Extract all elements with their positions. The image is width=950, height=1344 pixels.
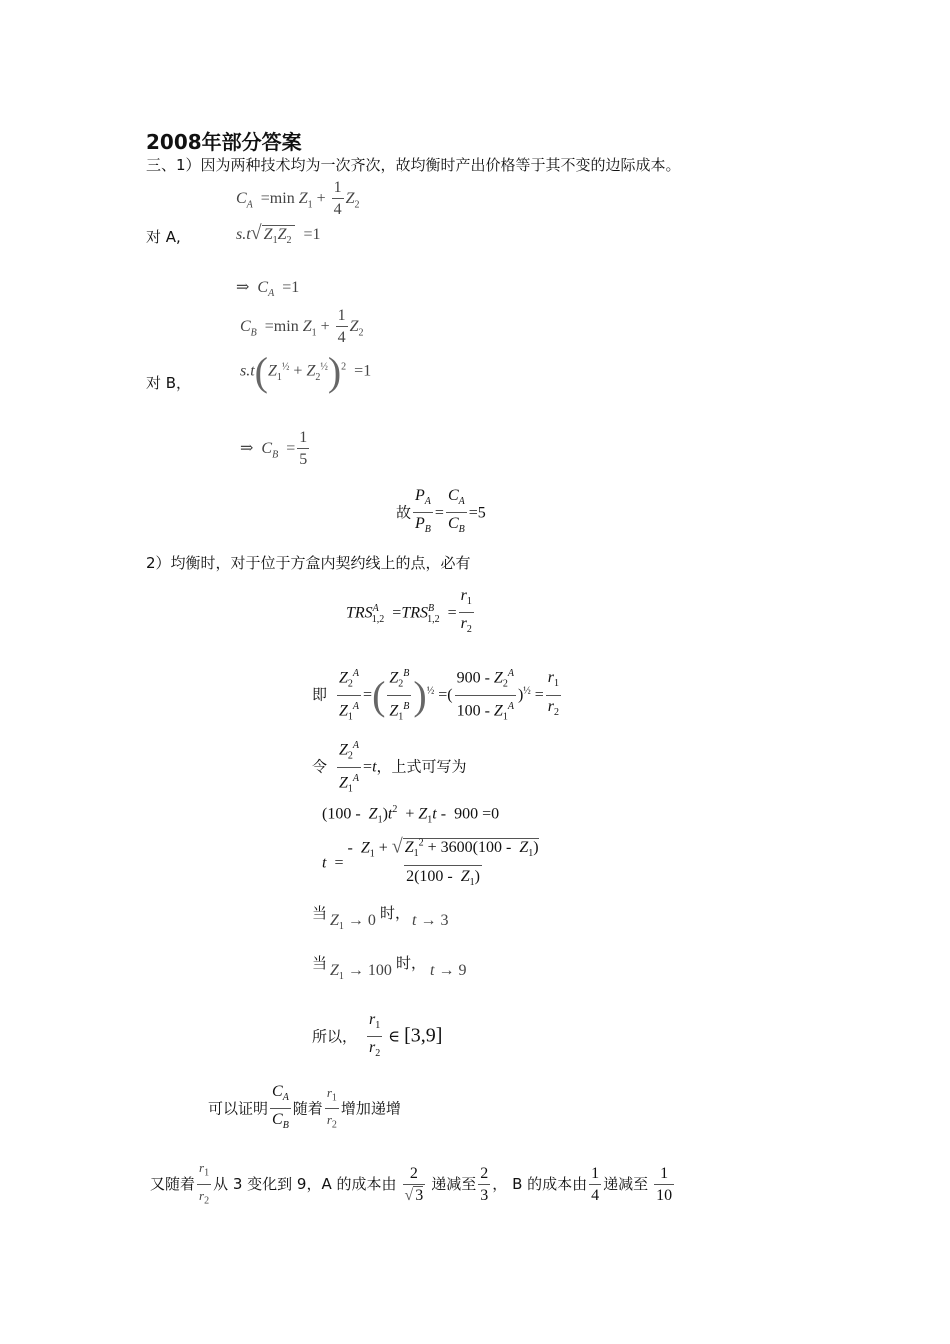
eq-price-ratio: 故 $\frac{P_A}{P_B}$ = $\frac{C_A}{C_B}$ =5 bbox=[396, 486, 486, 541]
label-ling: 令 bbox=[312, 757, 328, 776]
eq-ca-constraint: s.t√ $Z_1Z_2 =1$ bbox=[236, 222, 321, 247]
final-b: 从 3 变化到 9，A 的成本由 bbox=[213, 1174, 397, 1193]
final-d: ， B 的成本由 bbox=[492, 1174, 588, 1193]
proof-c: 增加递增 bbox=[340, 1099, 401, 1118]
eq-z1-to-0: $Z_1 \to 0$ bbox=[330, 912, 376, 933]
conclusion-prefix: 故 bbox=[396, 503, 412, 522]
eq-t-to-3: t → 3 bbox=[412, 912, 449, 929]
eq-t-solution: t = $\frac{- Z_1 + √ Z_1^2 + 3600(100 - Z_1)}{2(100 - Z_1)}$ bbox=[322, 834, 543, 894]
part3-intro: 三、1）因为两种技术均为一次齐次，故均衡时产出价格等于其不变的边际成本。 bbox=[146, 156, 681, 174]
proof-b: 随着 bbox=[292, 1099, 323, 1118]
eq-ca-result: ⇒ $C_A =1$ bbox=[236, 279, 300, 300]
label-rewrite: ，上式可写为 bbox=[376, 757, 467, 776]
eq-trs: $TRS^A_{1,2} =TRS^B_{1,2}$ = $\frac{r_1}{r_2}$ bbox=[346, 586, 476, 641]
final-c: 递减至 bbox=[431, 1174, 477, 1193]
label-dang-1: 当 bbox=[312, 904, 328, 922]
conclusion-value: =5 bbox=[468, 504, 486, 522]
label-dang-2: 当 bbox=[312, 954, 328, 972]
range-value: [3,9] bbox=[404, 1024, 443, 1047]
final-e: 递减至 bbox=[603, 1174, 649, 1193]
proof-a: 可以证明 bbox=[208, 1099, 269, 1118]
eq-cb-constraint: $s.t(Z_1^{\frac{1}{2}} + Z_2^{\frac{1}{2}})^2 =1$ bbox=[240, 349, 372, 394]
eq-ling: 令 $\frac{Z_2^A}{Z_1^A}$ =t，上式可写为 bbox=[312, 736, 467, 800]
label-suoyi: 所以， bbox=[312, 1027, 358, 1046]
page-title: 2008年部分答案 bbox=[146, 130, 302, 154]
eq-cb-result: ⇒ $C_B$ = $\frac{1}{5}$ bbox=[240, 428, 311, 471]
proof-line: 可以证明 $\frac{C_A}{C_B}$ 随着 $\frac{r_1}{r_2}$ 增加递增 bbox=[208, 1082, 401, 1137]
eq-t-to-9: t → 9 bbox=[430, 962, 467, 979]
eq-range: 所以， $\frac{r_1}{r_2}$ ∈ [3,9] bbox=[312, 1010, 442, 1065]
eq-ca-min: $C_A =\min$ $Z_1$ + $\frac{1}{4}$ $Z_2$ bbox=[236, 178, 360, 221]
eq-ji: 即 $\frac{Z_2^A}{Z_1^A}$ =( $\frac{Z_2^B}{Z_1^B}$ )$^{\frac{1}{2}}$ =( $\frac{900 - Z_2^A}{100 - Z_1^A}$ )$^{\frac{1}{2}}$ = $\frac{r_1}{r_2}$ bbox=[312, 664, 563, 728]
eq-quadratic: $(100 - Z_1)t^2 + Z_1t - 900 =0$ bbox=[322, 804, 500, 826]
label-ji: 即 bbox=[312, 685, 328, 704]
part2-intro: 2）均衡时，对于位于方盒内契约线上的点，必有 bbox=[146, 554, 471, 572]
eq-cb-min: $C_B =\min$ $Z_1$ + $\frac{1}{4}$ $Z_2$ bbox=[240, 306, 364, 349]
label-shi-2: 时， bbox=[396, 954, 427, 972]
final-a: 又随着 bbox=[150, 1174, 196, 1193]
final-line: 又随着 $\frac{r_1}{r_2}$ 从 3 变化到 9，A 的成本由 $\frac{2}{√ 3}$ 递减至 $\frac{2}{3}$ ， B 的成本由 $\frac{1}{4}$ 递减至 $\frac{1}{10}$ bbox=[150, 1158, 676, 1212]
label-firm-b: 对 B， bbox=[146, 374, 192, 392]
label-firm-a: 对 A, bbox=[146, 228, 181, 246]
eq-z1-to-100: $Z_1 \to 100$ bbox=[330, 962, 392, 983]
label-shi-1: 时， bbox=[380, 904, 411, 922]
